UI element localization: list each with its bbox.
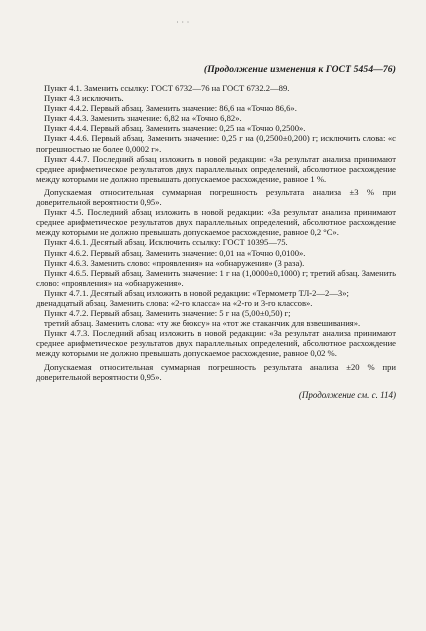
paragraph-4-6-5: Пункт 4.6.5. Первый абзац. Заменить значение: 1 г на (1,0000±0,1000) г; третий абзац. Заменить слово: «проявления» на «обнаружения». xyxy=(36,267,396,288)
page-header: (Продолжение изменения к ГОСТ 5454—76) xyxy=(203,64,396,75)
paragraph-4-7-1: Пункт 4.7.1. Десятый абзац изложить в новой редакции: «Термометр ТЛ-2—2—3»; xyxy=(44,287,349,298)
paragraph-4-6-3: Пункт 4.6.3. Заменить слово: «проявления» на «обнаружения» (3 раза). xyxy=(44,257,305,268)
paragraph-4-4-7: Пункт 4.4.7. Последний абзац изложить в новой редакции: «За результат анализа принимают среднее арифметическое результатов двух параллельных определений, абсолютное расхождение между которыми не должно превышать допускаемое расхождение, равное 1 %. xyxy=(36,153,396,184)
paragraph-4-3: Пункт 4.3 исключить. xyxy=(44,93,124,104)
document-body xyxy=(36,83,396,382)
paragraph-4-7-3-error: Допускаемая относительная суммарная погрешность результата анализа ±20 % при доверительной вероятности 0,95». xyxy=(36,361,396,382)
page-mark: ˙ ˙ ˙ xyxy=(176,20,190,30)
paragraph-4-5: Пункт 4.5. Последний абзац изложить в новой редакции: «За результат анализа принимают среднее арифметическое результатов двух параллельных определений, абсолютное расхождение между которыми не должно превышать допускаемое расхождение, равное 0,2 °С». xyxy=(36,207,396,238)
page-footer: (Продолжение см. с. 114) xyxy=(298,389,396,400)
paragraph-4-6-2: Пункт 4.6.2. Первый абзац. Заменить значение: 0,01 на «Точно 0,0100». xyxy=(44,247,306,258)
paragraph-4-4-6: Пункт 4.4.6. Первый абзац. Заменить значение: 0,25 г на (0,2500±0,200) г; исключить слова: «с погрешностью не более 0,0002 г». xyxy=(36,133,396,154)
paragraph-4-4-2: Пункт 4.4.2. Первый абзац. Заменить значение: 86,6 на «Точно 86,6». xyxy=(44,103,297,114)
paragraph-4-6-1: Пункт 4.6.1. Десятый абзац. Исключить ссылку: ГОСТ 10395—75. xyxy=(44,237,288,248)
paragraph-4-7-2-third: третий абзац. Заменить слова: «ту же бюксу» на «тот же стаканчик для взвешивания». xyxy=(44,318,361,329)
paragraph-4-4-7-error: Допускаемая относительная суммарная погрешность результата анализа ±3 % при доверительной вероятности 0,95». xyxy=(36,186,396,208)
paragraph-4-1: Пункт 4.1. Заменить ссылку: ГОСТ 6732—76 на ГОСТ 6732.2—89. xyxy=(44,83,290,93)
paragraph-4-4-4: Пункт 4.4.4. Первый абзац. Заменить значение: 0,25 на «Точно 0,2500». xyxy=(44,123,306,134)
paragraph-4-7-1-twelfth: двенадцатый абзац. Заменить слова: «2-го класса» на «2-го и 3-го классов». xyxy=(36,297,313,308)
paragraph-4-4-3: Пункт 4.4.3. Заменить значение: 6,82 на «Точно 6,82». xyxy=(44,113,242,124)
paragraph-4-7-2: Пункт 4.7.2. Первый абзац. Заменить значение: 5 г на (5,00±0,50) г; xyxy=(44,308,291,319)
paragraph-4-7-3: Пункт 4.7.3. Последний абзац изложить в новой редакции: «За результат анализа принимают среднее арифметическое результатов двух параллельных определений, абсолютное расхождение между которыми не должно превышать допускаемое расхождение, равное 0,02 %. xyxy=(36,328,396,359)
